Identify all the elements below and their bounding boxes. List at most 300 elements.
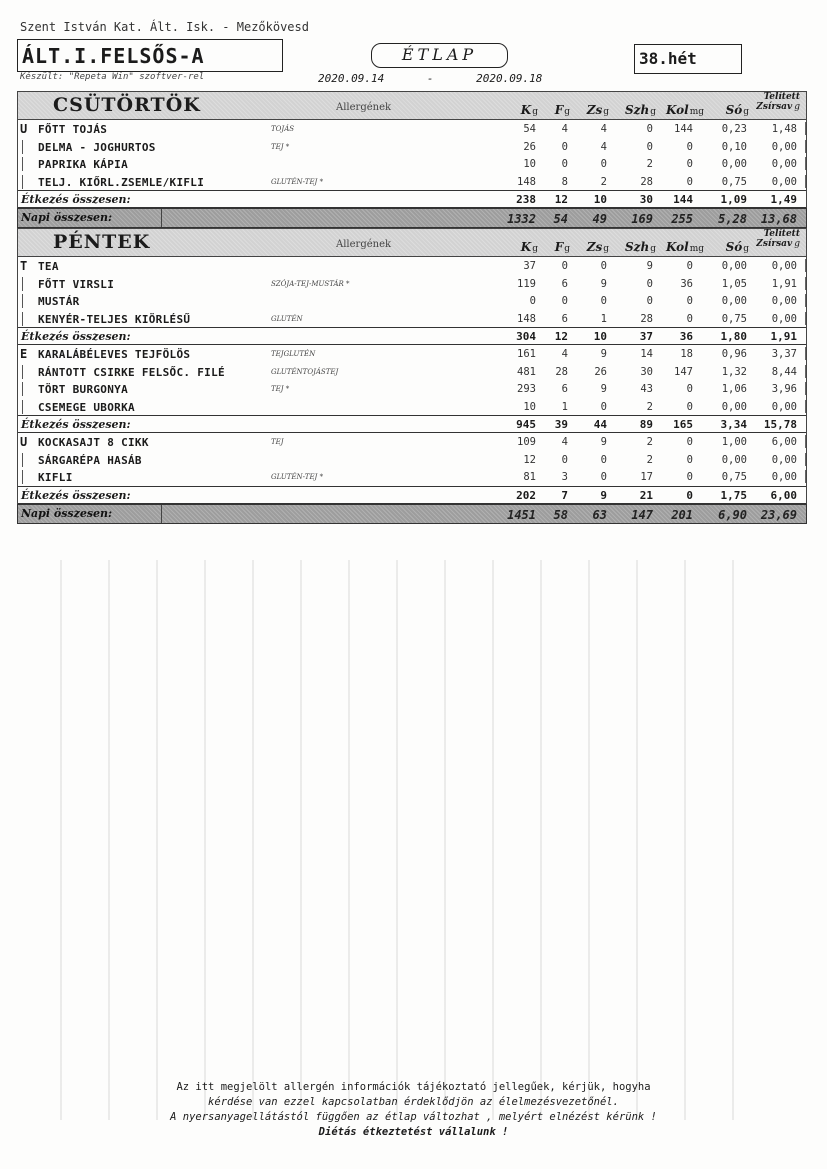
day-total-kol: 255 [671, 212, 693, 226]
meal-block [17, 433, 807, 504]
item-so: 0,75 [721, 175, 747, 188]
menu-table [17, 91, 807, 524]
day-total-zs: 63 [592, 507, 607, 522]
item-so: 0,00 [721, 295, 747, 307]
item-kol: 18 [680, 348, 693, 360]
item-allergen: TEJGLUTÉN [271, 350, 316, 358]
item-allergen: GLUTÉNTOJÁSTEJ [271, 367, 339, 376]
col-header-tel-unit: g [794, 102, 800, 112]
col-header-szh [625, 103, 656, 117]
item-tel: 0,00 [771, 312, 797, 325]
item-name: SÁRGARÉPA HASÁB [38, 453, 142, 467]
item-tel: 1,91 [771, 277, 797, 290]
col-header-k-unit: g [532, 107, 538, 117]
col-header-kol-unit: mg [689, 244, 704, 254]
item-k: 54 [523, 123, 536, 135]
meal-total-k: 202 [516, 488, 536, 502]
col-header-szh-unit: g [650, 107, 656, 117]
meal-total-zs: 10 [593, 330, 607, 343]
meal-code: E [20, 347, 28, 361]
col-header-so [726, 240, 749, 254]
day-total-f: 58 [553, 507, 568, 522]
row-marker [22, 294, 23, 308]
meal-block [17, 257, 807, 345]
item-kol: 0 [686, 453, 693, 466]
item-f: 3 [561, 471, 568, 483]
item-zs: 9 [600, 277, 607, 290]
day-total-szh: 147 [631, 507, 653, 522]
row-edge [805, 122, 806, 135]
item-kol: 0 [686, 260, 693, 272]
meal-total-so: 1,80 [720, 330, 747, 343]
meal-code: T [20, 259, 28, 273]
day-total-row [17, 504, 807, 524]
item-so: 1,06 [721, 383, 747, 395]
item-tel: 0,00 [771, 471, 797, 483]
item-kol: 36 [680, 277, 693, 290]
meal-total-row [18, 415, 806, 433]
col-header-zs-label: Zs [586, 103, 603, 117]
col-header-f-label: F [554, 240, 564, 254]
row-marker [22, 175, 23, 189]
row-edge [805, 312, 806, 325]
bleed-through-background [60, 560, 760, 1120]
col-header-tel-line1: Telített [763, 92, 800, 102]
item-f: 28 [555, 365, 568, 378]
item-tel: 3,37 [771, 348, 797, 360]
col-header-k [521, 103, 538, 117]
item-szh: 2 [646, 158, 653, 170]
table-row [18, 257, 806, 275]
item-zs: 9 [600, 348, 607, 360]
item-so: 1,00 [721, 436, 747, 448]
meal-total-label: Étkezés összesen: [21, 418, 131, 431]
item-zs: 4 [600, 140, 607, 153]
item-k: 26 [523, 140, 536, 153]
item-szh: 17 [640, 471, 653, 483]
table-row [18, 120, 806, 138]
item-name: DELMA - JOGHURTOS [38, 140, 156, 154]
meal-total-k: 238 [516, 193, 536, 206]
meal-total-f: 12 [554, 193, 568, 206]
row-edge [805, 347, 806, 360]
footer-note-3: A nyersanyagellátástól függően az étlap változhat , melyért elnézést kérünk ! [170, 1111, 657, 1123]
item-allergen: GLUTÉN [271, 314, 303, 323]
table-row [18, 468, 806, 486]
table-row [18, 398, 806, 416]
meal-code: U [20, 435, 28, 449]
item-name: KARALÁBÉLEVES TEJFÖLÖS [38, 348, 191, 361]
meal-total-so: 1,09 [720, 193, 747, 206]
item-f: 6 [561, 383, 568, 395]
meal-total-row [18, 190, 806, 208]
col-header-tel-label: Zsírsav [756, 102, 793, 112]
item-k: 37 [523, 260, 536, 272]
item-tel: 0,00 [771, 400, 797, 413]
row-marker [22, 453, 23, 467]
item-szh: 30 [640, 365, 653, 378]
item-zs: 1 [600, 312, 607, 325]
meal-code: U [20, 122, 28, 136]
col-header-zs-unit: g [603, 107, 609, 117]
col-header-kol [666, 240, 704, 254]
row-edge [805, 294, 806, 307]
col-header-zs-unit: g [603, 244, 609, 254]
row-edge [805, 175, 806, 188]
allergens-header: Allergének [336, 102, 392, 113]
date-range [318, 72, 542, 85]
item-allergen: GLUTÉN-TEJ * [271, 473, 324, 481]
item-k: 148 [517, 312, 536, 325]
day-total-tel: 23,69 [760, 507, 797, 522]
day-name: CSÜTÖRTÖK [53, 94, 201, 116]
col-header-kol-label: Kol [665, 103, 689, 117]
day-total-divider [161, 209, 162, 227]
item-kol: 0 [686, 295, 693, 307]
item-zs: 0 [600, 453, 607, 466]
item-zs: 0 [600, 158, 607, 170]
item-szh: 2 [646, 453, 653, 466]
item-kol: 0 [686, 471, 693, 483]
row-marker [22, 365, 23, 379]
footer-note-4: Diétás étkeztetést vállalunk ! [318, 1126, 509, 1138]
item-tel: 3,96 [771, 383, 797, 395]
row-marker [22, 382, 23, 396]
item-kol: 0 [686, 436, 693, 448]
item-tel: 8,44 [771, 365, 797, 378]
col-header-telitett [756, 229, 800, 249]
table-row [18, 380, 806, 398]
item-szh: 28 [640, 175, 653, 188]
date-separator: - [426, 72, 434, 85]
item-f: 0 [561, 295, 568, 307]
row-marker [22, 277, 23, 291]
week-label: 38.hét [634, 44, 742, 74]
item-kol: 0 [686, 158, 693, 170]
meal-total-row [18, 486, 806, 504]
row-edge [805, 435, 806, 448]
item-name: RÁNTOTT CSIRKE FELSŐC. FILÉ [38, 365, 225, 379]
item-f: 0 [561, 260, 568, 272]
item-zs: 0 [600, 400, 607, 413]
day-total-k: 1451 [507, 507, 536, 522]
item-so: 0,00 [721, 453, 747, 466]
item-zs: 2 [600, 175, 607, 188]
meal-block [17, 345, 807, 433]
item-k: 81 [523, 471, 536, 483]
row-marker [22, 312, 23, 326]
col-header-tel-unit: g [794, 239, 800, 249]
meal-total-label: Étkezés összesen: [21, 330, 131, 343]
item-name: FŐTT VIRSLI [38, 277, 115, 291]
col-header-tel-line2 [756, 102, 800, 112]
item-szh: 9 [646, 260, 653, 272]
item-szh: 0 [646, 277, 653, 290]
day-header [17, 228, 807, 257]
item-k: 12 [523, 453, 536, 466]
item-f: 0 [561, 453, 568, 466]
col-header-szh-label: Szh [625, 240, 650, 254]
col-header-kol [666, 103, 704, 117]
item-f: 4 [561, 436, 568, 448]
item-szh: 0 [646, 295, 653, 307]
meal-total-tel: 1,91 [770, 330, 797, 343]
item-name: KENYÉR-TELJES KIÖRLÉSŰ [38, 312, 191, 326]
meal-total-szh: 21 [639, 488, 653, 502]
meal-total-f: 12 [554, 330, 568, 343]
item-f: 0 [561, 158, 568, 170]
col-header-kol-unit: mg [689, 107, 704, 117]
item-name: TÖRT BURGONYA [38, 383, 128, 396]
item-f: 8 [561, 175, 568, 188]
row-marker [22, 157, 23, 171]
item-name: PAPRIKA KÁPIA [38, 158, 128, 171]
day-total-so: 5,28 [718, 212, 747, 226]
col-header-f-unit: g [564, 107, 570, 117]
item-tel: 0,00 [771, 295, 797, 307]
item-name: FŐTT TOJÁS [38, 123, 108, 136]
table-row [18, 138, 806, 156]
item-kol: 144 [674, 123, 693, 135]
meal-total-k: 945 [516, 418, 536, 431]
row-marker [22, 400, 23, 414]
meal-total-szh: 30 [639, 193, 653, 206]
item-so: 1,32 [721, 365, 747, 378]
item-kol: 147 [674, 365, 693, 378]
item-tel: 1,48 [771, 123, 797, 135]
item-f: 6 [561, 312, 568, 325]
meal-total-so: 1,75 [720, 488, 747, 502]
col-header-f-label: F [554, 103, 564, 117]
col-header-k [521, 240, 538, 254]
day-total-row [17, 208, 807, 228]
table-row [18, 433, 806, 451]
meal-total-zs: 44 [593, 418, 607, 431]
item-zs: 0 [600, 471, 607, 483]
item-allergen: TOJÁS [271, 125, 295, 133]
col-header-tel-line2 [756, 239, 800, 249]
day-total-kol: 201 [671, 507, 693, 522]
table-row [18, 292, 806, 310]
item-k: 481 [517, 365, 536, 378]
day-total-divider [161, 505, 162, 523]
col-header-zs [587, 103, 609, 117]
col-header-k-unit: g [532, 244, 538, 254]
item-kol: 0 [686, 175, 693, 188]
item-f: 4 [561, 123, 568, 135]
meal-block [17, 120, 807, 208]
table-row [18, 310, 806, 328]
date-to: 2020.09.18 [476, 72, 543, 85]
col-header-szh-label: Szh [625, 103, 650, 117]
item-k: 161 [517, 348, 536, 360]
day-total-tel: 13,68 [760, 212, 797, 226]
col-header-k-label: K [520, 103, 532, 117]
item-tel: 0,00 [771, 158, 797, 170]
item-so: 0,96 [721, 348, 747, 360]
meal-total-so: 3,34 [720, 418, 747, 431]
item-tel: 0,00 [771, 175, 797, 188]
item-tel: 0,00 [771, 140, 797, 153]
item-name: TELJ. KIŐRL.ZSEMLE/KIFLI [38, 175, 205, 189]
meal-total-zs: 10 [593, 193, 607, 206]
row-edge [805, 400, 806, 413]
day-name: PÉNTEK [53, 231, 151, 253]
row-edge [805, 365, 806, 378]
meal-total-tel: 15,78 [763, 418, 797, 431]
footer-note-2: kérdése van ezzel kapcsolatban érdeklődjön az élelmezésvezetőnél. [208, 1096, 619, 1108]
item-so: 0,10 [721, 140, 747, 153]
col-header-so-label: Só [725, 240, 743, 254]
item-allergen: TEJ [271, 438, 284, 446]
col-header-zs-label: Zs [586, 240, 603, 254]
table-row [18, 275, 806, 293]
table-row [18, 155, 806, 173]
day-total-so: 6,90 [718, 507, 747, 522]
meal-total-tel: 6,00 [770, 488, 797, 502]
item-tel: 0,00 [771, 260, 797, 272]
item-k: 10 [523, 158, 536, 170]
item-k: 109 [517, 436, 536, 448]
item-name: TEA [38, 260, 59, 273]
col-header-szh [625, 240, 656, 254]
meal-total-f: 39 [554, 418, 568, 431]
item-so: 0,00 [721, 158, 747, 170]
col-header-telitett [756, 92, 800, 112]
item-tel: 6,00 [771, 436, 797, 448]
item-k: 10 [523, 400, 536, 413]
item-so: 0,00 [721, 400, 747, 413]
col-header-so [726, 103, 749, 117]
school-name: Szent István Kat. Ált. Isk. - Mezőkövesd [20, 20, 309, 34]
item-zs: 4 [600, 123, 607, 135]
item-kol: 0 [686, 312, 693, 325]
table-row [18, 363, 806, 381]
col-header-f-unit: g [564, 244, 570, 254]
item-szh: 43 [640, 383, 653, 395]
col-header-f [555, 103, 570, 117]
table-row [18, 173, 806, 191]
col-header-zs [587, 240, 609, 254]
col-header-kol-label: Kol [665, 240, 689, 254]
item-allergen: SZÓJA-TEJ-MUSTÁR * [271, 279, 350, 288]
col-header-tel-label: Zsírsav [756, 239, 793, 249]
table-row [18, 345, 806, 363]
day-total-szh: 169 [631, 212, 653, 226]
col-header-szh-unit: g [650, 244, 656, 254]
item-zs: 0 [600, 295, 607, 307]
row-edge [805, 157, 806, 170]
table-row [18, 451, 806, 469]
col-header-so-label: Só [725, 103, 743, 117]
row-edge [805, 277, 806, 290]
day-header [17, 91, 807, 120]
item-tel: 0,00 [771, 453, 797, 466]
item-szh: 14 [640, 348, 653, 360]
day-total-label: Napi összesen: [21, 506, 113, 520]
item-allergen: TEJ * [271, 142, 290, 151]
meal-total-kol: 165 [673, 418, 693, 431]
item-f: 4 [561, 348, 568, 360]
meal-total-label: Étkezés összesen: [21, 193, 131, 206]
item-name: KOCKASAJT 8 CIKK [38, 436, 149, 449]
item-so: 0,00 [721, 260, 747, 272]
item-zs: 0 [600, 260, 607, 272]
meal-total-kol: 0 [686, 488, 693, 502]
meal-total-k: 304 [516, 330, 536, 343]
item-szh: 2 [646, 400, 653, 413]
item-name: MUSTÁR [38, 295, 80, 308]
item-name: CSEMEGE UBORKA [38, 400, 135, 414]
menu-title: ÉTLAP [371, 43, 508, 68]
col-header-tel-line1: Telített [763, 229, 800, 239]
item-zs: 9 [600, 383, 607, 395]
row-edge [805, 140, 806, 153]
group-title: ÁLT.I.FELSŐS-A [17, 39, 283, 72]
item-szh: 2 [646, 436, 653, 448]
meal-total-zs: 9 [600, 488, 607, 502]
item-so: 1,05 [721, 277, 747, 290]
item-k: 148 [517, 175, 536, 188]
allergens-header: Allergének [336, 239, 392, 250]
col-header-so-unit: g [743, 244, 749, 254]
row-marker [22, 140, 23, 154]
item-k: 293 [517, 383, 536, 395]
meal-total-szh: 89 [639, 418, 653, 431]
software-note: Készült: "Repeta Win" szoftver-rel [20, 72, 205, 82]
item-f: 6 [561, 277, 568, 290]
meal-total-kol: 36 [679, 330, 693, 343]
meal-total-label: Étkezés összesen: [21, 488, 131, 502]
row-edge [805, 382, 806, 395]
item-f: 0 [561, 140, 568, 153]
item-so: 0,23 [721, 123, 747, 135]
item-szh: 28 [640, 312, 653, 325]
item-kol: 0 [686, 400, 693, 413]
row-edge [805, 259, 806, 272]
item-zs: 26 [594, 365, 607, 378]
item-kol: 0 [686, 140, 693, 153]
item-zs: 9 [600, 436, 607, 448]
item-f: 1 [561, 400, 568, 413]
item-k: 0 [529, 295, 536, 307]
day-total-f: 54 [553, 212, 568, 226]
item-kol: 0 [686, 383, 693, 395]
item-so: 0,75 [721, 312, 747, 325]
row-marker [22, 470, 23, 484]
row-edge [805, 453, 806, 466]
item-allergen: TEJ * [271, 385, 290, 393]
item-k: 119 [517, 277, 536, 290]
item-name: KIFLI [38, 471, 73, 484]
col-header-k-label: K [520, 240, 532, 254]
item-szh: 0 [646, 140, 653, 153]
meal-total-szh: 37 [639, 330, 653, 343]
day-total-k: 1332 [507, 212, 536, 226]
item-szh: 0 [646, 123, 653, 135]
meal-total-row [18, 327, 806, 345]
item-so: 0,75 [721, 471, 747, 483]
footer-note-1: Az itt megjelölt allergén információk tájékoztató jellegűek, kérjük, hogyha [176, 1081, 651, 1093]
date-from: 2020.09.14 [318, 72, 385, 85]
row-edge [805, 470, 806, 483]
meal-total-tel: 1,49 [770, 193, 797, 206]
meal-total-f: 7 [561, 488, 568, 502]
meal-total-kol: 144 [673, 193, 693, 206]
col-header-f [555, 240, 570, 254]
item-allergen: GLUTÉN-TEJ * [271, 177, 324, 186]
day-total-zs: 49 [592, 212, 607, 226]
